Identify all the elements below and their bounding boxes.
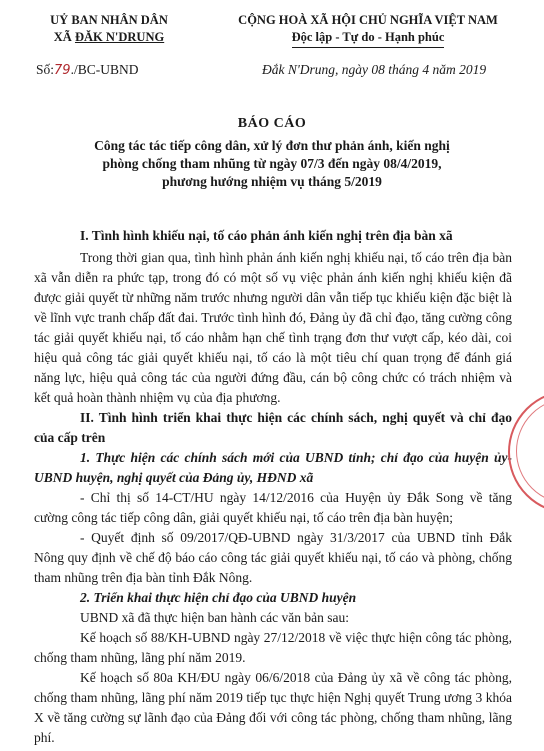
section-1-body bbox=[34, 248, 512, 408]
document-title: BÁO CÁO bbox=[237, 116, 307, 131]
subtitle-line-1: Công tác tác tiếp công dân, xử lý đơn thư phản ánh, kiến nghị bbox=[94, 138, 450, 153]
agency-line-1: UỶ BAN NHÂN DÂN bbox=[50, 13, 168, 27]
plan-item-2: Kế hoạch số 80a KH/ĐU ngày 06/6/2018 của Đảng ủy xã về công tác phòng, chống tham nhũng, lãng phí năm 2019 tiếp tục thực hiện Nghị quyết Trung ương 3 khóa X về tăng cường sự lãnh đạo của Đảng đối với công tác phòng, chống tham nhũng, lãng phí. bbox=[34, 670, 512, 745]
handwritten-number: 79 bbox=[54, 63, 71, 78]
plan-item-1: Kế hoạch số 88/KH-UBND ngày 27/12/2018 về việc thực hiện công tác phòng, chống tham nhũng, lãng phí năm 2019. bbox=[34, 630, 512, 665]
national-header bbox=[218, 12, 518, 48]
country-name: CỘNG HOÀ XÃ HỘI CHỦ NGHĨA VIỆT NAM bbox=[238, 13, 498, 27]
section-2-1-heading: 1. Thực hiện các chính sách mới của UBND tỉnh; chỉ đạo của huyện ủy-UBND huyện, nghị quyết của Đảng ủy, HĐND xã bbox=[34, 450, 512, 485]
document-number: Số:79./BC-UBND bbox=[36, 62, 139, 78]
national-motto: Độc lập - Tự do - Hạnh phúc bbox=[292, 29, 445, 48]
subtitle-line-3: phương hướng nhiệm vụ tháng 5/2019 bbox=[162, 174, 382, 189]
agency-commune-name: ĐĂK N'DRUNG bbox=[74, 30, 165, 44]
section-2-2-heading: 2. Triển khai thực hiện chỉ đạo của UBND huyện bbox=[80, 590, 357, 605]
section-2 bbox=[34, 408, 512, 748]
subtitle-line-2: phòng chống tham nhũng từ ngày 07/3 đến ngày 08/4/2019, bbox=[102, 156, 442, 171]
section-2-2-intro: UBND xã đã thực hiện ban hành các văn bản sau: bbox=[80, 610, 349, 625]
directive-item-1: - Chỉ thị số 14-CT/HU ngày 14/12/2016 của Huyện ủy Đắk Song về tăng cường công tác tiếp công dân, giải quyết khiếu nại, tố cáo trên địa bàn huyện; bbox=[34, 490, 512, 525]
agency-line-2: XÃ ĐĂK N'DRUNG bbox=[53, 30, 165, 44]
section-2-heading: II. Tình hình triển khai thực hiện các chính sách, nghị quyết và chỉ đạo của cấp trên bbox=[34, 410, 512, 445]
issuing-agency bbox=[34, 12, 184, 46]
section-1-heading: I. Tình hình khiếu nại, tố cáo phản ánh kiến nghị trên địa bàn xã bbox=[80, 228, 453, 243]
date-line: Đắk N'Drung, ngày 08 tháng 4 năm 2019 bbox=[262, 62, 487, 77]
section-1-paragraph: Trong thời gian qua, tình hình phản ánh kiến nghị khiếu nại, tố cáo trên địa bàn xã vẫn diễn ra phức tạp, trong đó có một số vụ việc phản ánh kiến nghị khiếu kiện đã được giải quyết từ những năm trước nhưng người dân vẫn tiếp tục khiếu kiện đặc biệt là về lĩnh vực tranh chấp đất đai. Trước tình hình đó, Đảng ủy đã chỉ đạo, tăng cường công tác giải quyết khiếu nại, tố cáo nhằm hạn chế tình trạng đơn thư vượt cấp, kéo dài, coi hiệu quả công tác giải quyết khiếu nại, tố cáo là một tiêu chí quan trọng để đánh giá năng lực, hiệu quả công tác của người đứng đầu, cán bộ công chức có trách nhiệm và kết quả hoàn thành nhiệm vụ của địa phương. bbox=[34, 250, 512, 405]
directive-item-2: - Quyết định số 09/2017/QĐ-UBND ngày 31/3/2017 của UBND tỉnh Đắk Nông quy định về chế độ báo cáo công tác giải quyết khiếu nại, tố cáo và phòng, chống tham nhũng trên địa bàn tỉnh Đắk Nông. bbox=[34, 530, 512, 585]
